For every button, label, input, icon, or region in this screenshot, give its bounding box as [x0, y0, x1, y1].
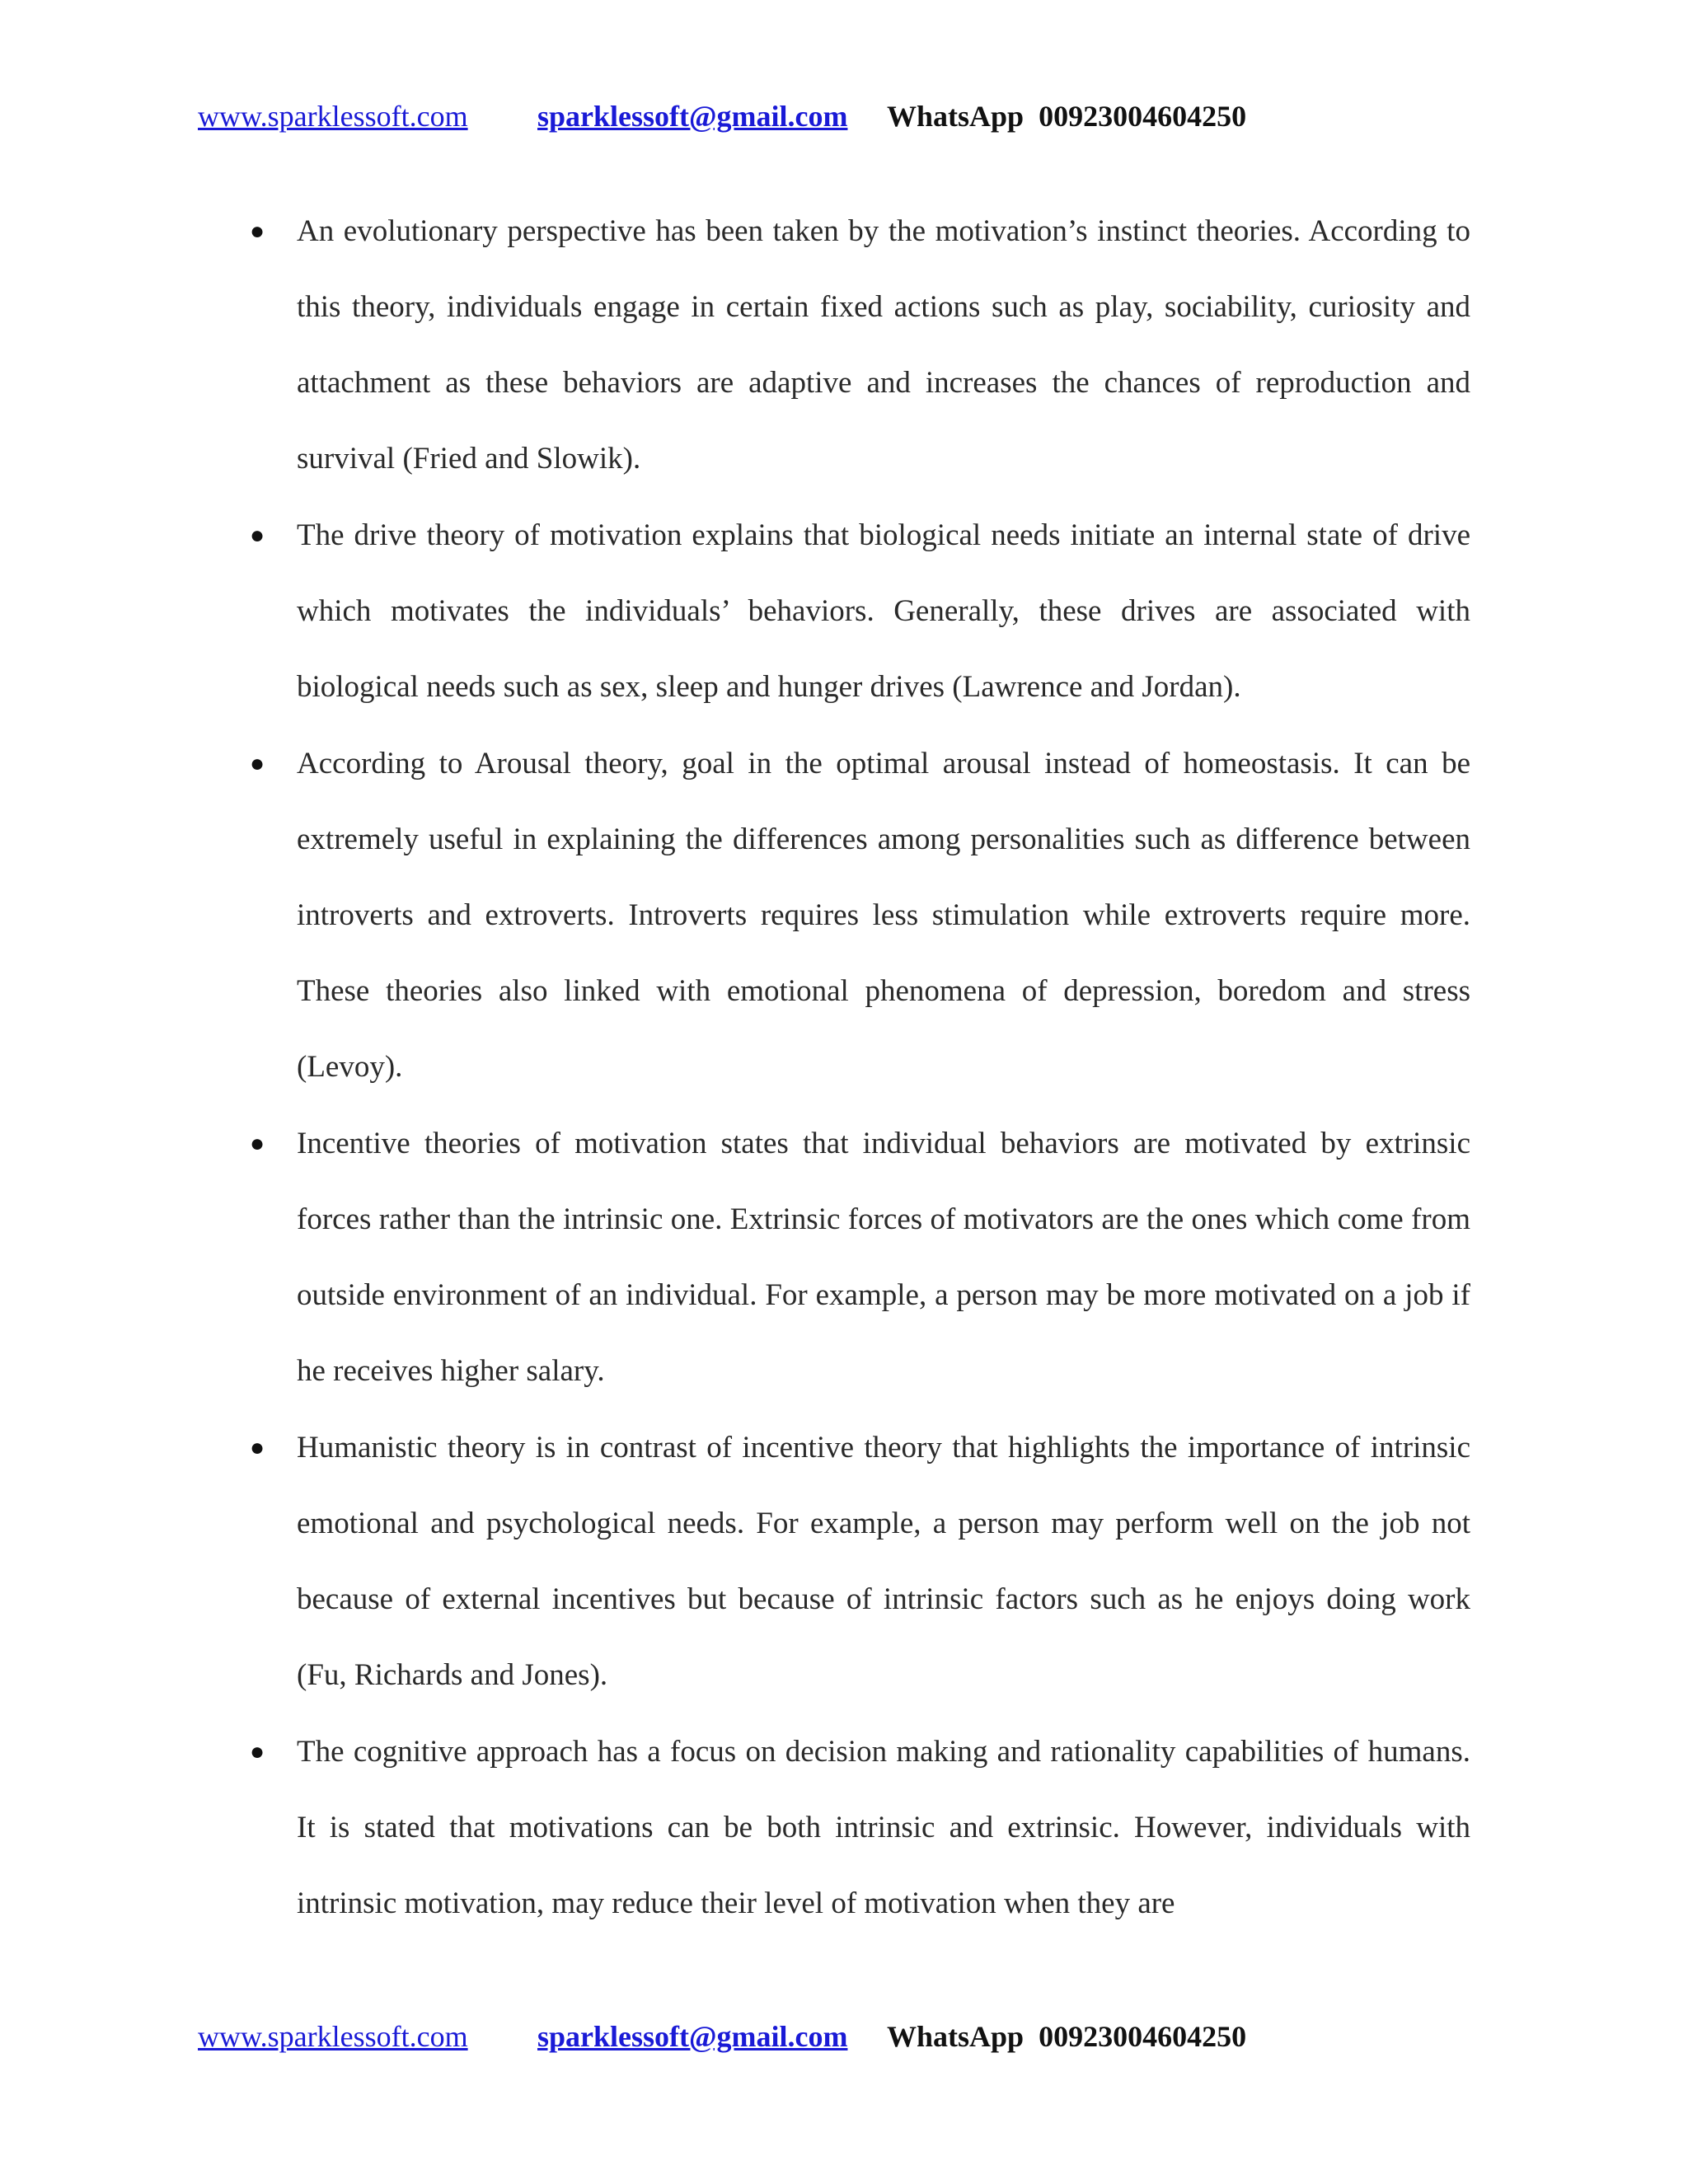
footer-email-link[interactable]: sparklessoft@gmail.com	[537, 2020, 848, 2053]
list-item-text: An evolutionary perspective has been taken by the motivation’s instinct theories. According to this theory, individuals engage in certain fixed actions such as play, sociability, curiosity and attachment as these behaviors are adaptive and increases the chances of reproduction and survival (Fried and Slowik).	[297, 214, 1470, 476]
list-item	[247, 498, 1470, 725]
header-whatsapp-number: 00923004604250	[1039, 100, 1247, 133]
list-item	[247, 1106, 1470, 1409]
header-email-link[interactable]: sparklessoft@gmail.com	[537, 100, 848, 133]
bullet-icon: ●	[249, 1738, 265, 1765]
header-website-link[interactable]: www.sparklessoft.com	[198, 100, 468, 133]
bullet-icon: ●	[249, 522, 265, 549]
footer-website-link[interactable]: www.sparklessoft.com	[198, 2020, 468, 2053]
list-item	[247, 726, 1470, 1105]
header-whatsapp	[887, 96, 1246, 137]
list-item-text: According to Arousal theory, goal in the optimal arousal instead of homeostasis. It can be extremely useful in explaining the differences among personalities such as difference between introverts and extroverts. Introverts requires less stimulation while extroverts require more. These theories also linked with emotional phenomena of depression, boredom and stress (Levoy).	[297, 747, 1470, 1084]
list-item-text: The cognitive approach has a focus on decision making and rationality capabilities of humans. It is stated that motivations can be both intrinsic and extrinsic. However, individuals with intrinsic motivation, may reduce their level of motivation when they are	[297, 1735, 1470, 1920]
bullet-list	[247, 194, 1470, 1943]
footer-whatsapp-number: 00923004604250	[1039, 2020, 1247, 2053]
bullet-icon: ●	[249, 218, 265, 245]
list-item	[247, 1410, 1470, 1713]
list-item-text: The drive theory of motivation explains that biological needs initiate an internal state of drive which motivates the individuals’ behaviors. Generally, these drives are associated with biological needs such as sex, sleep and hunger drives (Lawrence and Jordan).	[297, 518, 1470, 704]
list-item-text: Humanistic theory is in contrast of incentive theory that highlights the importance of intrinsic emotional and psychological needs. For example, a person may perform well on the job not because of external incentives but because of intrinsic factors such as he enjoys doing work (Fu, Richards and Jones).	[297, 1431, 1470, 1692]
header-whatsapp-label: WhatsApp	[887, 100, 1025, 133]
footer-whatsapp	[887, 2016, 1246, 2057]
bullet-icon: ●	[249, 750, 265, 777]
list-item	[247, 194, 1470, 497]
bullet-icon: ●	[249, 1434, 265, 1461]
list-item-text: Incentive theories of motivation states that individual behaviors are motivated by extrinsic forces rather than the intrinsic one. Extrinsic forces of motivators are the ones which come from outside environment of an individual. For example, a person may be more motivated on a job if he receives higher salary.	[297, 1127, 1470, 1388]
bullet-icon: ●	[249, 1130, 265, 1157]
list-item	[247, 1714, 1470, 1942]
footer-whatsapp-label: WhatsApp	[887, 2020, 1025, 2053]
